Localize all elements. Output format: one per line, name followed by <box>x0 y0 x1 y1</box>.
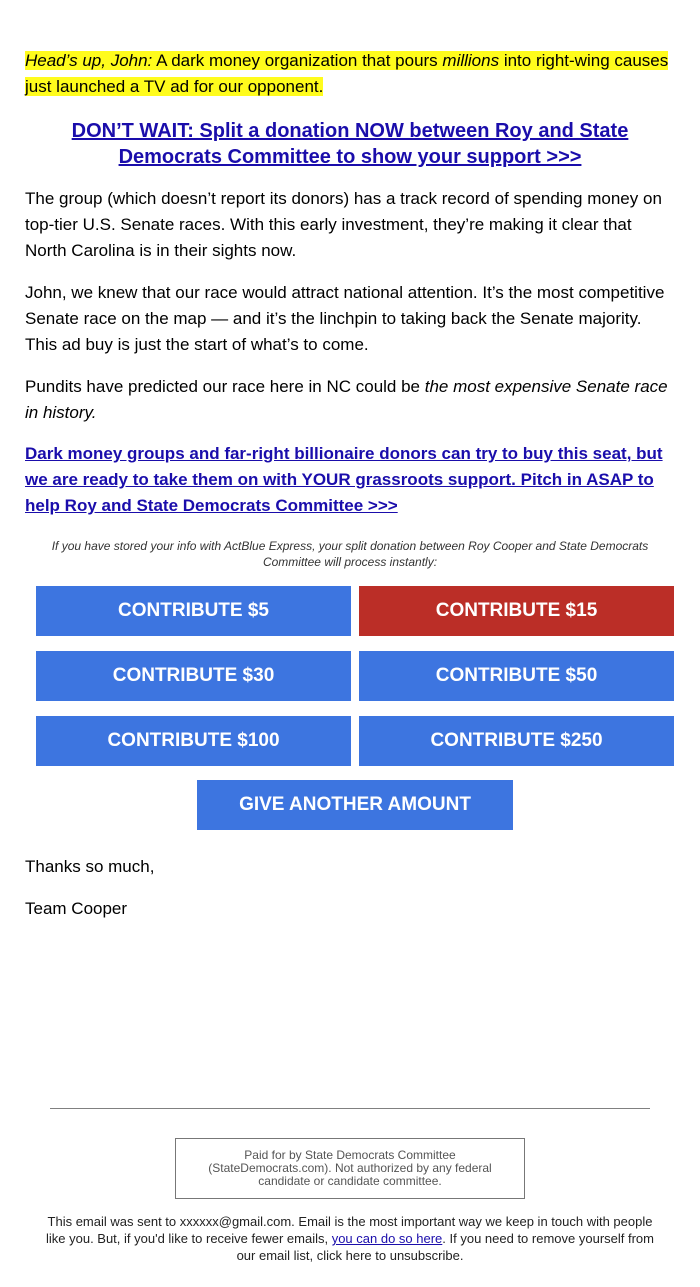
paragraph-track-record: The group (which doesn’t report its donors) has a track record of spending money on top-tier U.S. Senate races. With this early investment, they’re making it clear that North Carolina is in their sights now. <box>25 189 662 260</box>
footer-text-1: This email was sent to xxxxxx@gmail.com. Email is the most important way we keep in touch with people like you. But, if you'd like to receive fewer emails, <box>45 1214 653 1246</box>
pitch-in-link[interactable]: Dark money groups and far-right billionaire donors can try to buy this seat, but we are ready to take them on with YOUR grassroots support. Pitch in ASAP to help Roy and State Democrats Committee >>> <box>25 444 663 515</box>
email-body <box>25 48 675 570</box>
footer-text-2: . If you need to remove yourself from our email list, click here to unsubscribe. <box>236 1231 654 1263</box>
contribute-30-button[interactable]: CONTRIBUTE $30 <box>36 651 351 701</box>
contribute-50-button[interactable]: CONTRIBUTE $50 <box>359 651 674 701</box>
contribute-5-button[interactable]: CONTRIBUTE $5 <box>36 586 351 636</box>
intro-emphasis: millions <box>442 51 500 70</box>
paragraph-pundits <box>25 374 675 426</box>
footer-divider <box>50 1108 650 1109</box>
contribute-15-button[interactable]: CONTRIBUTE $15 <box>359 586 674 636</box>
intro-highlight <box>25 51 668 96</box>
signoff <box>25 856 154 920</box>
donate-headline-link[interactable]: DON’T WAIT: Split a donation NOW between Roy and State Democrats Committee to show your support >>> <box>71 120 629 168</box>
actblue-express-note: If you have stored your info with ActBlue Express, your split donation between Roy Cooper and State Democrats Committee will process instantly: <box>51 539 649 569</box>
signoff-thanks: Thanks so much, <box>25 857 155 876</box>
intro-text-1: A dark money organization that pours <box>152 51 443 70</box>
intro-text-2: into right-wing causes just launched a TV ad for our opponent. <box>25 51 669 96</box>
email-footer <box>45 1213 655 1264</box>
signoff-team: Team Cooper <box>25 899 128 918</box>
intro-paragraph <box>25 48 675 100</box>
pundits-text: Pundits have predicted our race here in NC could be <box>25 377 425 396</box>
intro-lead: Head’s up, John: <box>25 51 153 70</box>
paragraph-national-attention: John, we knew that our race would attract national attention. It’s the most competitive Senate race on the map — and it’s the linchpin to taking back the Senate majority. This ad buy is just the start of what’s to come. <box>25 283 665 354</box>
fewer-emails-link[interactable]: you can do so here <box>331 1231 443 1246</box>
contribute-250-button[interactable]: CONTRIBUTE $250 <box>359 716 674 766</box>
give-another-amount-button[interactable]: GIVE ANOTHER AMOUNT <box>197 780 513 830</box>
paid-for-disclaimer: Paid for by State Democrats Committee (StateDemocrats.com). Not authorized by any federal candidate or candidate committee. <box>175 1138 525 1199</box>
pundits-italic: the most expensive Senate race in history. <box>25 377 668 422</box>
contribute-100-button[interactable]: CONTRIBUTE $100 <box>36 716 351 766</box>
